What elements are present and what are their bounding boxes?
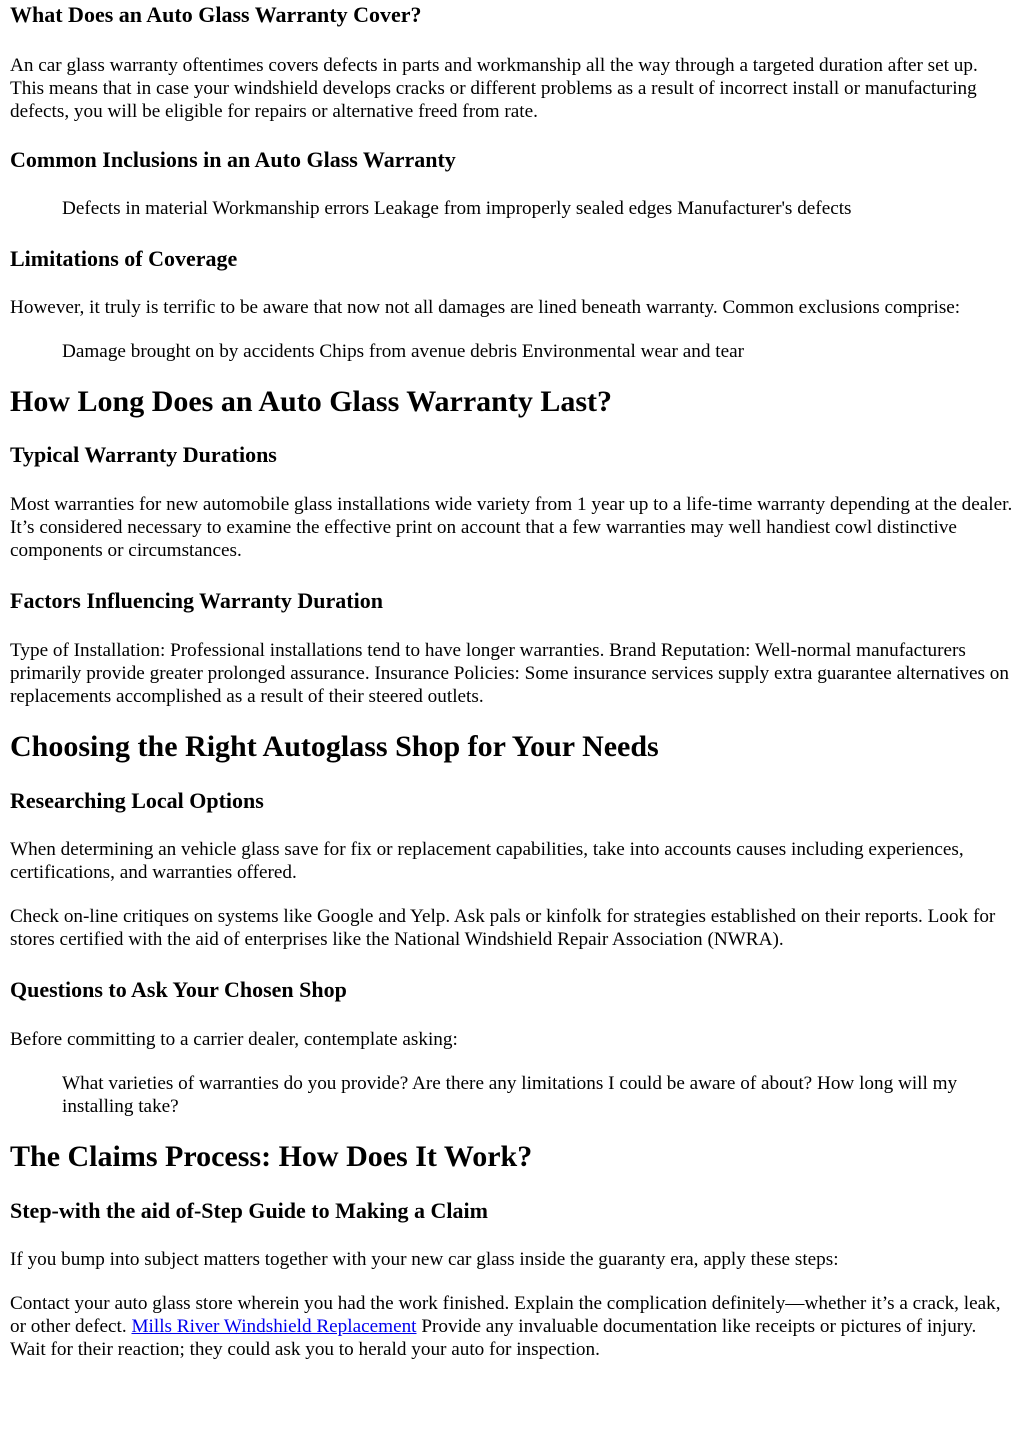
list-questions: What varieties of warranties do you provide? Are there any limitations I could be aware of about? How long will my installing take? [62, 1073, 958, 1117]
claim-steps-text-after: Provide any invaluable documentation like receipts or pictures of injury. Wait for their reaction; they could ask you to herald your auto for inspection. [10, 1316, 977, 1360]
heading-researching: Researching Local Options [10, 788, 264, 813]
heading-choosing: Choosing the Right Autoglass Shop for Your Needs [10, 730, 659, 763]
paragraph-researching-tips: Check on-line critiques on systems like Google and Yelp. Ask pals or kinfolk for strategies established on their reports. Look for stores certified with the aid of enterprises like the National Windshield Repair Association (NWRA). [10, 906, 996, 950]
article [0, 2, 1024, 1361]
paragraph-limitations: However, it truly is terrific to be aware that now not all damages are lined beneath warranty. Common exclusions comprise: [10, 297, 961, 318]
heading-typical-durations: Typical Warranty Durations [10, 442, 277, 467]
paragraph-factors: Type of Installation: Professional installations tend to have longer warranties. Brand Reputation: Well-normal manufacturers primarily provide greater prolonged assurance. Insurance Policies: Some insurance services supply extra guarantee alternatives on replacements accomplished as a result of their steered outlets. [10, 640, 1009, 707]
heading-inclusions: Common Inclusions in an Auto Glass Warranty [10, 147, 456, 172]
heading-factors: Factors Influencing Warranty Duration [10, 588, 383, 613]
paragraph-typical-durations: Most warranties for new automobile glass installations wide variety from 1 year up to a life-time warranty depending at the dealer. It’s considered necessary to examine the effective print on account that a few warranties may well handiest cowl distinctive components or circumstances. [10, 494, 1013, 561]
heading-limitations: Limitations of Coverage [10, 246, 238, 271]
paragraph-questions-intro: Before committing to a carrier dealer, contemplate asking: [10, 1029, 458, 1050]
list-exclusions: Damage brought on by accidents Chips from avenue debris Environmental wear and tear [62, 341, 744, 362]
heading-claims: The Claims Process: How Does It Work? [10, 1140, 533, 1173]
list-inclusions: Defects in material Workmanship errors Leakage from improperly sealed edges Manufacturer's defects [62, 198, 852, 219]
heading-claim-guide: Step-with the aid of-Step Guide to Making a Claim [10, 1198, 488, 1223]
paragraph-claim-steps [10, 1292, 1014, 1361]
claim-steps-text-before: Contact your auto glass store wherein you had the work finished. Explain the complication definitely—whether it’s a crack, leak, or other defect. [10, 1293, 1001, 1337]
heading-duration: How Long Does an Auto Glass Warranty Last? [10, 385, 613, 418]
paragraph-coverage-intro: An car glass warranty oftentimes covers defects in parts and workmanship all the way through a targeted duration after set up. This means that in case your windshield develops cracks or different problems as a result of incorrect install or manufacturing defects, you will be eligible for repairs or alternative freed from rate. [10, 55, 978, 122]
paragraph-claim-intro: If you bump into subject matters together with your new car glass inside the guaranty era, apply these steps: [10, 1249, 839, 1270]
paragraph-researching: When determining an vehicle glass save for fix or replacement capabilities, take into accounts causes including experiences, certifications, and warranties offered. [10, 839, 964, 883]
heading-coverage: What Does an Auto Glass Warranty Cover? [10, 2, 422, 27]
mills-river-windshield-link[interactable]: Mills River Windshield Replacement [131, 1316, 417, 1337]
heading-questions: Questions to Ask Your Chosen Shop [10, 977, 347, 1002]
